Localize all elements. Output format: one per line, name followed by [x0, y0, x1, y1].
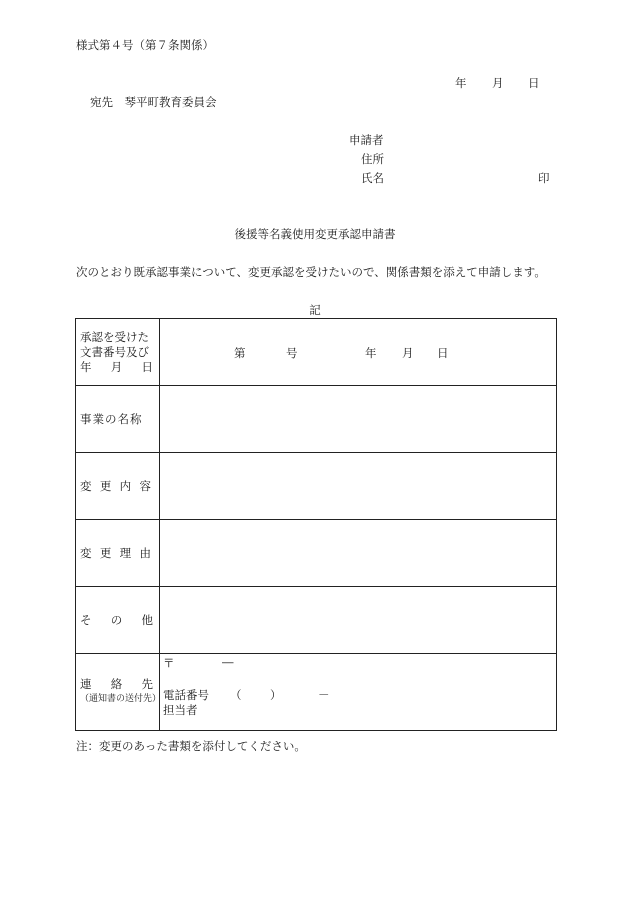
label-char: 他 — [141, 612, 153, 627]
label-char: 更 — [99, 545, 112, 560]
date-day-label: 日 — [528, 76, 540, 90]
day-label: 日 — [437, 346, 449, 360]
label-other — [76, 587, 160, 654]
label-date-day: 日 — [141, 359, 153, 374]
table-row-change-reason — [76, 520, 557, 587]
contact-sublabel: （通知書の送付先） — [80, 694, 162, 704]
label-date-month: 月 — [110, 359, 123, 374]
label-change-content — [76, 453, 160, 520]
label-char: 連 — [80, 677, 92, 691]
label-date-line — [80, 360, 159, 375]
go-label: 号 — [286, 346, 298, 360]
label-char: 絡 — [110, 677, 123, 691]
value-event-name[interactable] — [160, 386, 557, 453]
addressee: 宛先 琴平町教育委員会 — [90, 95, 217, 109]
value-change-reason[interactable] — [160, 520, 557, 587]
label-char: 変 — [80, 478, 92, 493]
form-number: 様式第４号（第７条関係） — [76, 38, 214, 52]
intro-text: 次のとおり既承認事業について、変更承認を受けたいので、関係書類を添えて申請します。 — [76, 265, 546, 279]
value-change-content[interactable] — [160, 453, 557, 520]
phone-dash: － — [318, 688, 330, 702]
seal-mark: 印 — [538, 171, 550, 185]
table-row-contact — [76, 654, 557, 731]
phone-label: 電話番号 — [163, 688, 209, 702]
label-char: 変 — [80, 545, 92, 560]
label-char: 先 — [141, 677, 153, 691]
value-approval-number[interactable] — [160, 319, 557, 386]
table-row-change-content — [76, 453, 557, 520]
year-label: 年 — [365, 346, 377, 360]
application-table — [75, 318, 557, 731]
label-char: 内 — [119, 478, 132, 493]
label-contact — [76, 654, 160, 731]
postal-dash: ― — [222, 655, 234, 669]
label-char: 理 — [119, 545, 132, 560]
label-text: 事業の名称 — [80, 411, 143, 426]
footnote: 注：変更のあった書類を添付してください。 — [76, 739, 306, 753]
label-event-name — [76, 386, 160, 453]
phone-close-paren: ） — [270, 688, 282, 702]
document-title: 後援等名義使用変更承認申請書 — [234, 227, 396, 241]
label-char: 由 — [139, 545, 151, 560]
value-contact[interactable] — [160, 654, 557, 731]
label-char: 更 — [99, 478, 112, 493]
label-change-reason — [76, 520, 160, 587]
person-in-charge-label: 担当者 — [163, 703, 198, 717]
date-month-label: 月 — [492, 76, 504, 90]
table-row-other — [76, 587, 557, 654]
name-label: 氏名 — [361, 171, 384, 185]
date-year-label: 年 — [455, 76, 467, 90]
table-row-event-name — [76, 386, 557, 453]
applicant-label: 申請者 — [349, 133, 384, 147]
postal-mark: 〒 — [163, 656, 175, 670]
label-approval-number — [76, 319, 160, 386]
label-line: 承認を受けた — [80, 329, 149, 344]
label-char: 容 — [139, 478, 151, 493]
label-line: 文書番号及び — [80, 344, 149, 359]
label-char: の — [110, 612, 123, 627]
value-other[interactable] — [160, 587, 557, 654]
table-row-approval-number — [76, 319, 557, 386]
label-date-year: 年 — [80, 359, 92, 374]
dai-label: 第 — [234, 346, 246, 360]
phone-open-paren: （ — [230, 688, 242, 702]
ki-heading: 記 — [309, 303, 321, 317]
address-label: 住所 — [361, 152, 384, 166]
label-char: そ — [80, 612, 92, 627]
month-label: 月 — [402, 346, 414, 360]
